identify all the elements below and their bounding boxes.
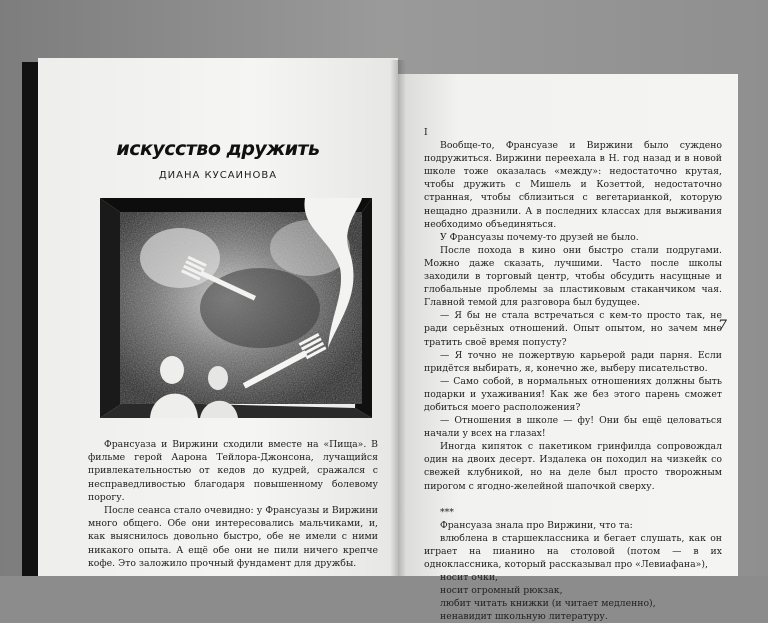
left-page-body: [88, 438, 378, 570]
list-intro: Франсуаза знала про Виржини, что та:: [440, 519, 633, 531]
dialogue-line: — Отношения в школе — фу! Они бы ещё целоваться начали у всех на глазах!: [424, 415, 722, 440]
dialogue-line: — Я точно не пожертвую карьерой ради парня. Если придётся выбирать, я, конечно же, выберу писательство.: [424, 349, 722, 374]
book-gutter-shadow: [390, 60, 406, 576]
paragraph: После похода в кино они быстро стали подругами. Можно даже сказать, лучшими. Часто после школы заходили в торговый центр, чтобы обсудить насущные и глобальные проблемы за пластиковым стаканчиком чая. Главной темой для разговора был будущее.: [424, 244, 722, 309]
part-number: I: [424, 127, 428, 138]
paragraph: Иногда кипяток с пакетиком гринфилда сопровождал один на двоих десерт. Издалека он походил на чизкейк со свежей клубникой, но на деле был просто творожным пирогом с ягодно-желейной шапочкой сверху.: [424, 441, 722, 492]
page-number: 7: [718, 318, 727, 334]
list-item: влюблена в старшеклассника и бегает слушать, как он играет на пианино на столовой (потом — в их одноклассника, который рассказывал про «Левиафана»),: [424, 532, 722, 570]
paragraph: После сеанса стало очевидно: у Франсуазы и Виржини много общего. Обе они интересовались мальчиками, и, как выяснилось довольно быстро, обе не имели с ними никакого опыта. А ещё обе они не пили ничего крепче кофе. Это заложило прочный фундамент для дружбы.: [88, 505, 378, 569]
paragraph: Вообще-то, Франсуазе и Виржини было суждено подружиться. Виржини переехала в Н. год назад и в новой школе тоже оказалась «между»: недостаточно крутая, чтобы дружить с Мишель и Козеттой, недостаточно странная, чтобы сблизиться с вегетарианкой, которую нещадно дразнили. А в последних классах для выживания необходимо объединяться.: [424, 140, 722, 230]
dialogue-line: — Я бы не стала встречаться с кем-то просто так, не ради серьёзных отношений. Опыт опытом, но зачем мне тратить своё время попусту?: [424, 310, 722, 348]
author-name: ДИАНА КУСАИНОВА: [158, 170, 278, 181]
left-page: [38, 58, 398, 576]
dialogue-line: — Само собой, в нормальных отношениях должны быть подарки и ухаживания! Как же без этого парень сможет добиться моего расположения?: [424, 375, 722, 413]
list-item: носит огромный рюкзак,: [440, 585, 563, 597]
right-page: [398, 74, 738, 623]
story-title: искусство дружить: [116, 138, 320, 160]
list-item: любит читать книжки (и читает медленно),: [440, 598, 656, 610]
paragraph: Франсуаза и Виржини сходили вместе на «Пища». В фильме герой Аарона Тейлора-Джонсона, лучащийся привлекательностью от кедов до кудрей, сражался с несправедливостью благодаря повышенному болевому порогу.: [88, 439, 378, 503]
list-item: ненавидит школьную литературу.: [440, 611, 608, 623]
right-page-body: [424, 126, 722, 623]
list-item: носит очки,: [440, 572, 499, 584]
paragraph: У Франсуазы почему-то друзей не было.: [440, 231, 639, 243]
section-separator: ***: [440, 506, 454, 518]
fork-illustration: [100, 198, 372, 418]
